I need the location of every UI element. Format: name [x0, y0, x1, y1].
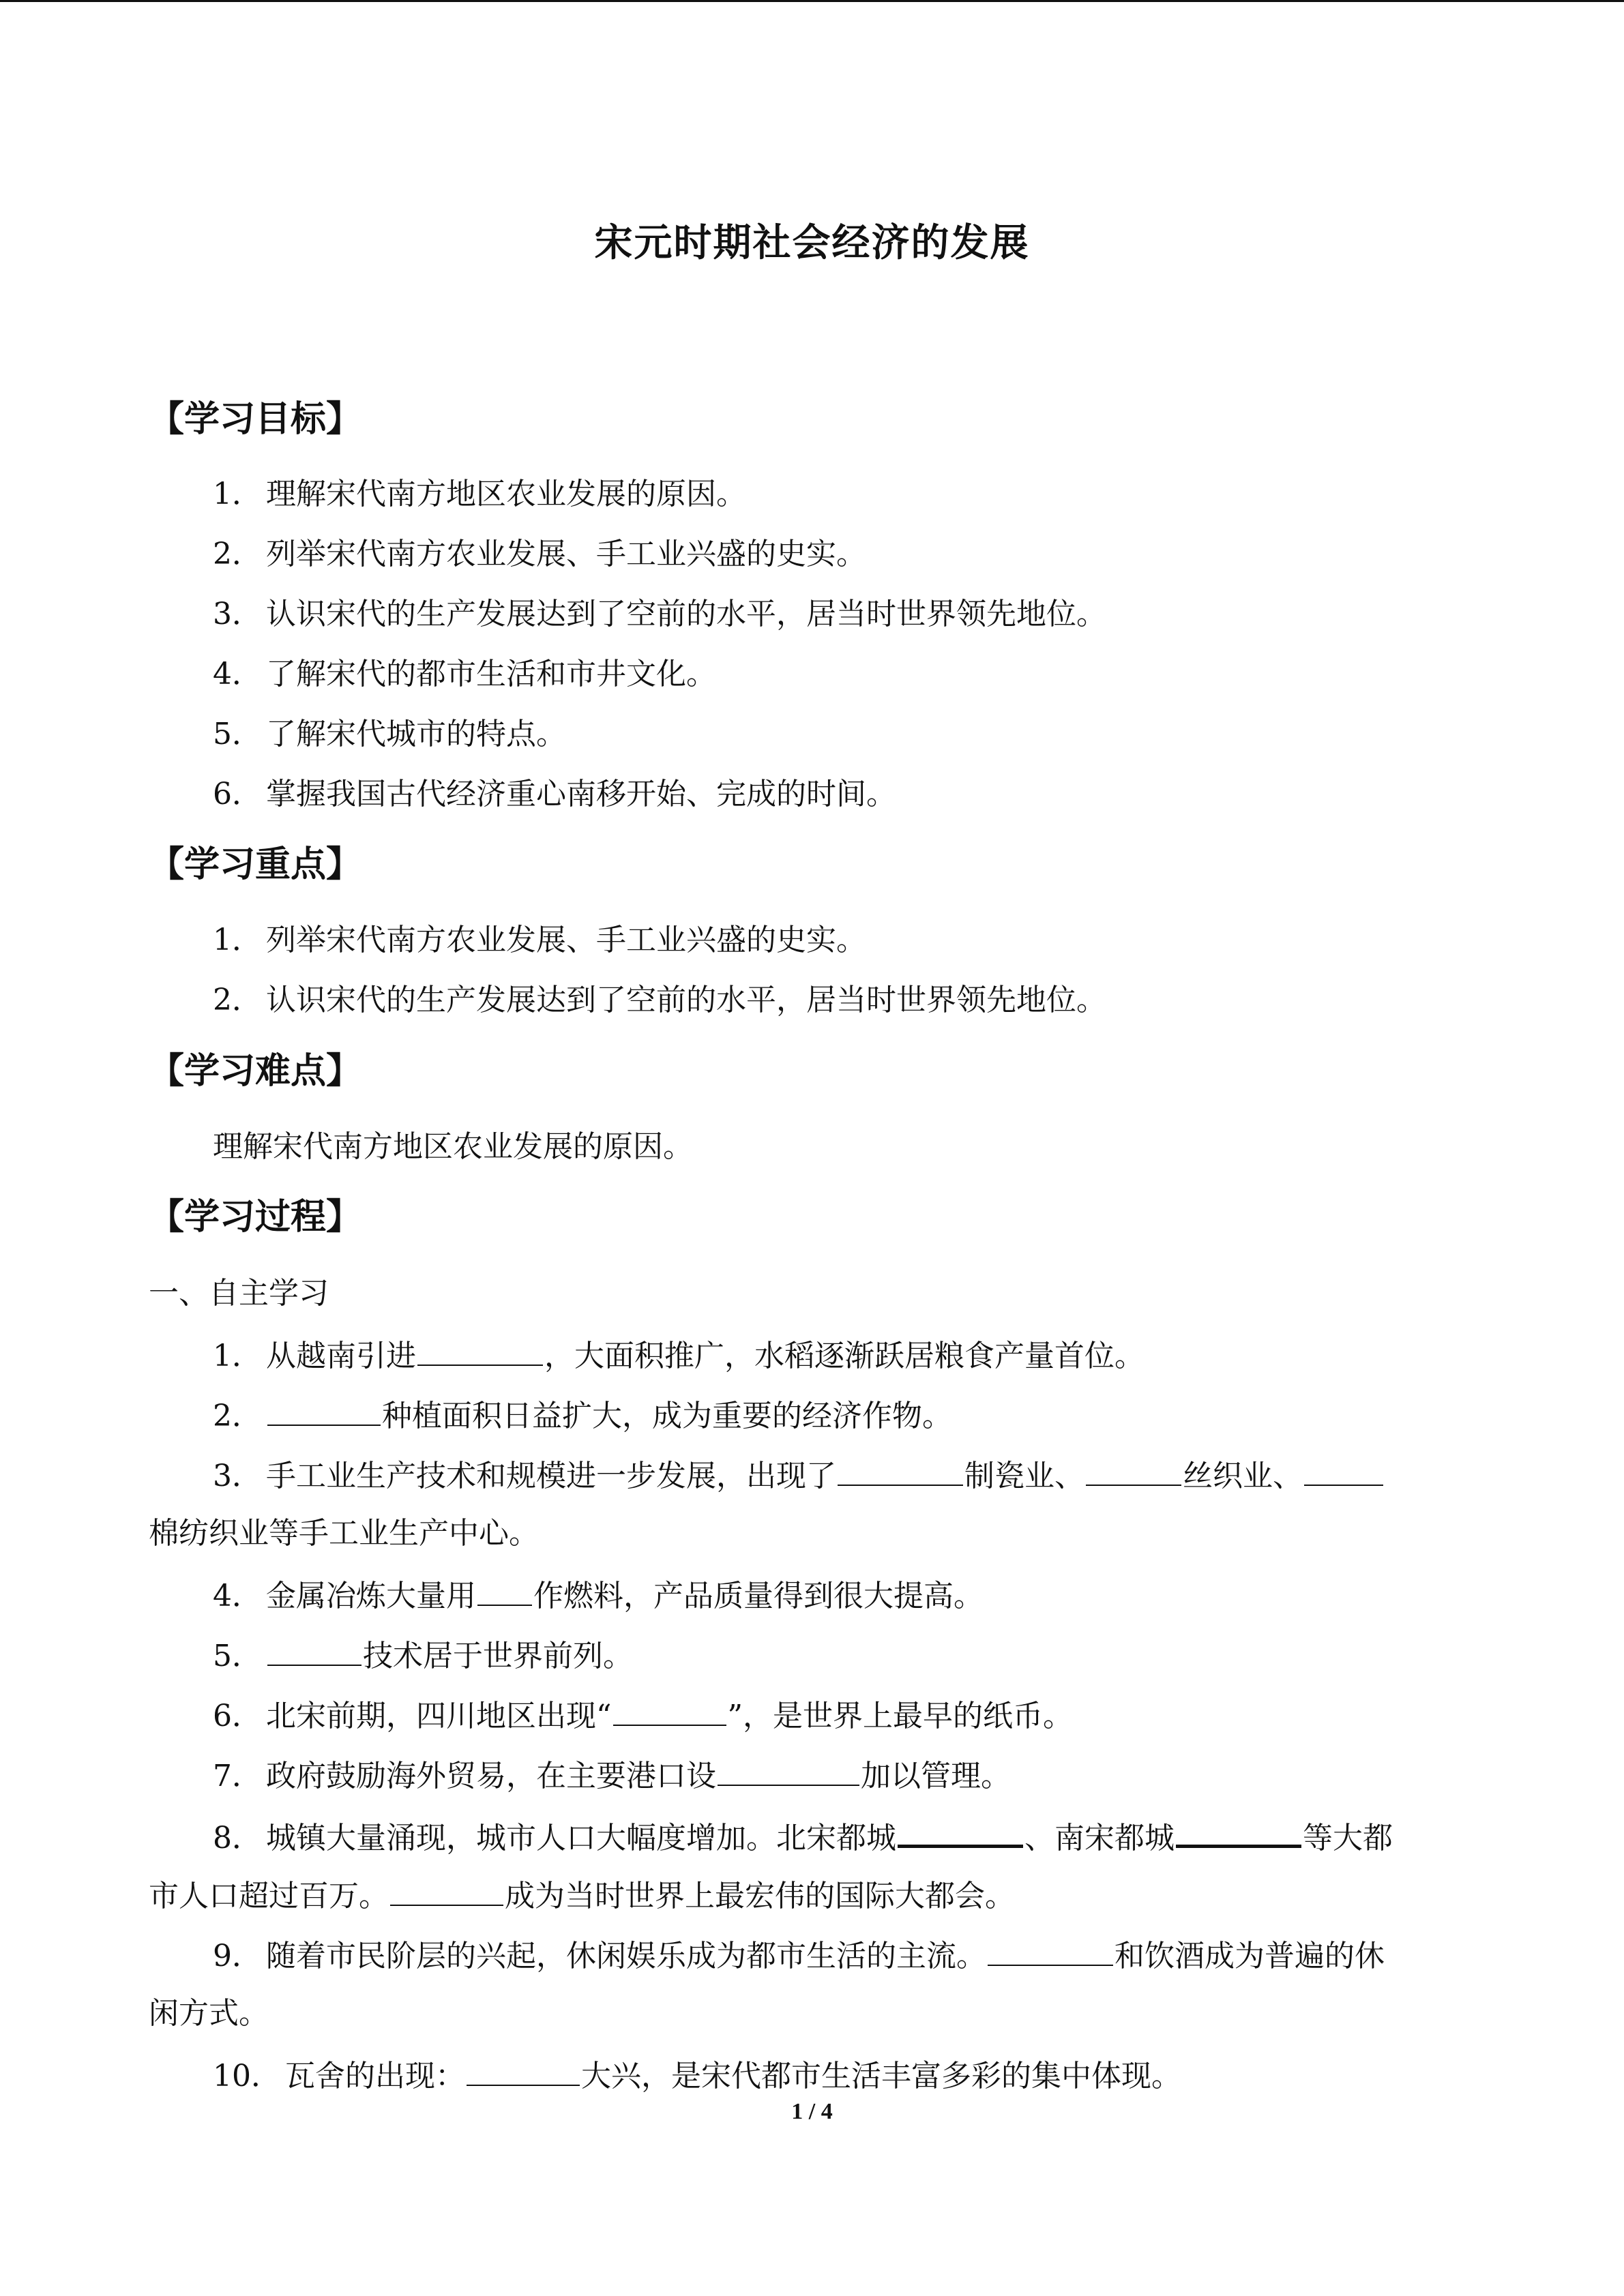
item-text: 认识宋代的生产发展达到了空前的水平，居当时世界领先地位。: [266, 597, 1106, 631]
question-text: 作燃料，产品质量得到很大提高。: [533, 1579, 984, 1613]
answer-blank[interactable]: [417, 1333, 543, 1366]
answer-blank[interactable]: [390, 1873, 503, 1906]
question-text: 从越南引进: [266, 1339, 416, 1373]
answer-blank[interactable]: [613, 1693, 726, 1726]
goal-item: [213, 714, 566, 755]
question-text: 随着市民阶层的兴起，休闲娱乐成为都市生活的主流。: [266, 1939, 986, 1973]
question-item: [213, 1933, 1385, 1977]
item-number: 9．: [213, 1939, 262, 1973]
answer-blank[interactable]: [988, 1933, 1113, 1966]
question-text: 大兴，是宋代都市生活丰富多彩的集中体现。: [581, 2059, 1181, 2093]
question-item: [213, 1633, 633, 1677]
goal-item: [213, 594, 1106, 635]
item-number: 8．: [213, 1821, 262, 1855]
answer-blank[interactable]: [467, 2053, 580, 2086]
question-text: 丝织业、: [1183, 1459, 1303, 1493]
answer-blank[interactable]: [267, 1393, 381, 1426]
answer-blank[interactable]: [1176, 1813, 1301, 1848]
question-text: 种植面积日益扩大，成为重要的经济作物。: [382, 1399, 952, 1433]
item-number: 4．: [213, 1579, 262, 1613]
question-text: 政府鼓励海外贸易，在主要港口设: [266, 1759, 716, 1793]
item-number: 2．: [213, 537, 262, 571]
answer-blank[interactable]: [1304, 1453, 1383, 1486]
question-continuation: [149, 1873, 1015, 1917]
item-number: 4．: [213, 657, 262, 691]
question-text: 制瓷业、: [964, 1459, 1084, 1493]
item-number: 7．: [213, 1759, 262, 1793]
difficulty-text: 理解宋代南方地区农业发展的原因。: [213, 1129, 693, 1164]
answer-blank[interactable]: [267, 1633, 361, 1666]
question-text: 等大都: [1303, 1821, 1393, 1855]
section-heading-goals: 【学习目标】: [149, 399, 362, 440]
answer-blank[interactable]: [477, 1573, 532, 1606]
question-text: 和饮酒成为普遍的休: [1114, 1939, 1385, 1973]
item-text: 了解宋代的都市生活和市井文化。: [266, 657, 716, 691]
question-item: [213, 1453, 1385, 1497]
question-item: [213, 1813, 1393, 1859]
question-text: ”，是世界上最早的纸币。: [727, 1699, 1073, 1733]
question-item: [213, 1393, 952, 1437]
answer-blank[interactable]: [838, 1453, 963, 1486]
item-text: 掌握我国古代经济重心南移开始、完成的时间。: [266, 777, 896, 811]
question-item: [213, 1573, 984, 1617]
question-item: [213, 1333, 1145, 1377]
item-text: 列举宋代南方农业发展、手工业兴盛的史实。: [266, 537, 866, 571]
item-text: 理解宋代南方地区农业发展的原因。: [266, 477, 746, 511]
section-heading-key-points: 【学习重点】: [149, 844, 362, 885]
question-text: 金属冶炼大量用: [266, 1579, 476, 1613]
question-text: 北宋前期，四川地区出现“: [266, 1699, 612, 1733]
answer-blank[interactable]: [718, 1753, 859, 1786]
item-number: 3．: [213, 597, 262, 631]
item-number: 3．: [213, 1459, 262, 1493]
item-text: 列举宋代南方农业发展、手工业兴盛的史实。: [266, 923, 866, 957]
question-text: ，大面积推广，水稻逐渐跃居粮食产量首位。: [544, 1339, 1145, 1373]
item-number: 6．: [213, 1699, 262, 1733]
item-number: 1．: [213, 477, 262, 511]
question-text: 技术居于世界前列。: [363, 1639, 633, 1673]
document-title: 宋元时期社会经济的发展: [594, 221, 1030, 265]
answer-blank[interactable]: [898, 1813, 1023, 1848]
item-text: 认识宋代的生产发展达到了空前的水平，居当时世界领先地位。: [266, 983, 1106, 1017]
section-heading-difficulties: 【学习难点】: [149, 1051, 362, 1092]
item-number: 2．: [213, 983, 262, 1017]
question-text: 成为当时世界上最宏伟的国际大都会。: [505, 1879, 1015, 1913]
key-point-item: [213, 920, 866, 961]
section-heading-process: 【学习过程】: [149, 1197, 362, 1238]
question-continuation: 闲方式。: [149, 1996, 269, 2031]
goal-item: [213, 774, 896, 815]
page-number: 1 / 4: [791, 2099, 833, 2124]
goal-item: [213, 654, 716, 695]
question-text: 城镇大量涌现，城市人口大幅度增加。北宋都城: [266, 1821, 896, 1855]
question-text: 、南宋都城: [1024, 1821, 1175, 1855]
item-number: 2．: [213, 1399, 262, 1433]
item-number: 5．: [213, 717, 262, 751]
question-item: [213, 2053, 1181, 2097]
process-subheading: 一、自主学习: [149, 1276, 329, 1311]
question-text: 市人口超过百万。: [149, 1879, 389, 1913]
item-number: 1．: [213, 923, 262, 957]
question-item: [213, 1693, 1073, 1737]
item-number: 1．: [213, 1339, 262, 1373]
question-text: 加以管理。: [861, 1759, 1011, 1793]
item-number: 10．: [213, 2059, 281, 2093]
item-text: 了解宋代城市的特点。: [266, 717, 566, 751]
item-number: 5．: [213, 1639, 262, 1673]
item-number: 6．: [213, 777, 262, 811]
goal-item: [213, 474, 746, 515]
question-item: [213, 1753, 1011, 1797]
answer-blank[interactable]: [1086, 1453, 1181, 1486]
question-continuation: 棉纺织业等手工业生产中心。: [149, 1516, 539, 1551]
question-text: 手工业生产技术和规模进一步发展，出现了: [266, 1459, 836, 1493]
goal-item: [213, 534, 866, 575]
key-point-item: [213, 980, 1106, 1021]
question-text: 瓦舍的出现：: [285, 2059, 465, 2093]
